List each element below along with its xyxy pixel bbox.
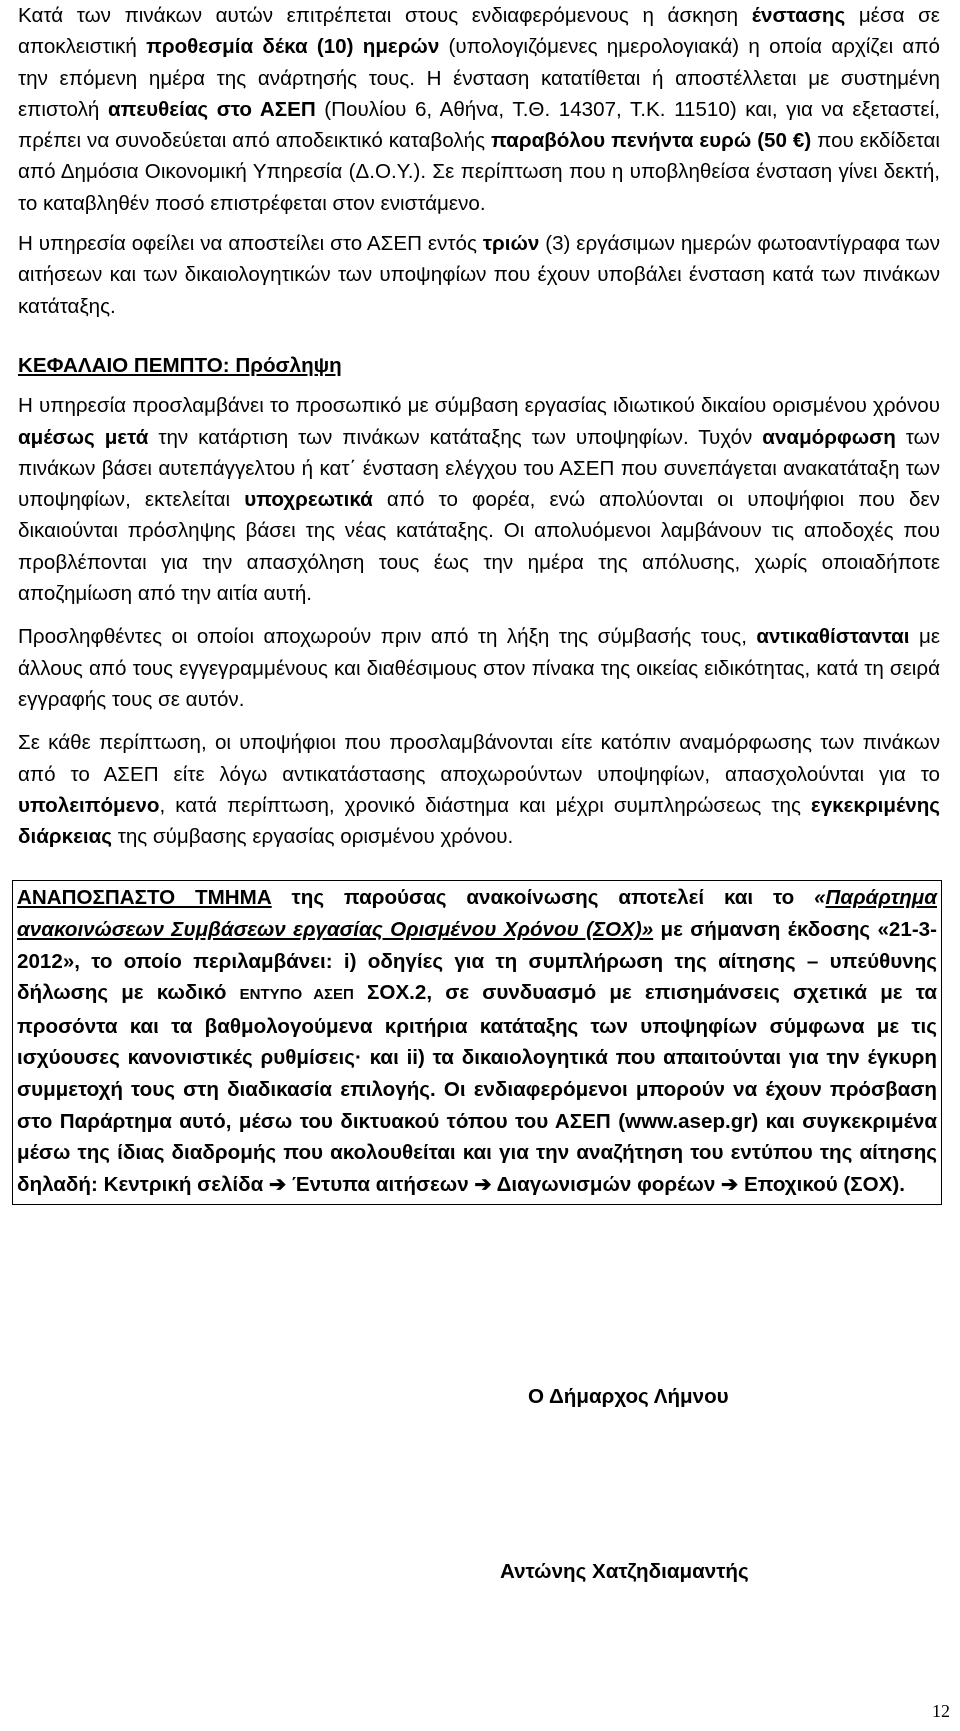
text: Έντυπα αιτήσεων [286, 1172, 475, 1196]
bold-text: αμέσως μετά [18, 425, 149, 449]
text: ΣΟΧ.2, σε συνδυασμό με επισημάνσεις σχετικά με τα προσόντα και τα βαθμολογούμενα κριτήρια κατάταξης των υποψηφίων σύμφωνα με τις ισχύουσες κανονιστικές ρυθμίσεις· και ii) τα δικαιολογητικά που απαιτούνται για την έγκυρη συμμετοχή τους στη διαδικασία επιλογής. Οι ενδιαφερόμενοι μπορούν να έχουν πρόσβαση στο Παράρτημα αυτό, μέσω του δικτυακού τόπου του ΑΣΕΠ (www.asep.gr) και συγκεκριμένα μέσω της ίδιας διαδρομής που ακολουθείται και για την αναζήτηση του εντύπου της αίτησης δηλαδή: Κεντρική σελίδα [17, 981, 937, 1196]
bold-text: εγκεκριμένης διάρκειας [18, 793, 940, 849]
text: (υπολογιζόμενες ημερολογιακά) η οποία αρχίζει από την επόμενη ημέρα της ανάρτησής τους. Η ένσταση κατατίθεται ή αποστέλλεται με συστημένη επιστολή [18, 35, 940, 121]
paragraph-duration [18, 727, 940, 852]
text: Η υπηρεσία οφείλει να αποστείλει στο ΑΣΕΠ εντός [18, 232, 483, 256]
document-page [18, 0, 940, 1205]
bold-text: αναμόρφωση [762, 425, 896, 449]
text: της σύμβασης εργασίας ορισμένου χρόνου. [111, 825, 514, 849]
text: Διαγωνισμών φορέων [491, 1172, 721, 1196]
text: (3) εργάσιμων ημερών φωτοαντίγραφα των αιτήσεων και των δικαιολογητικών των υποψηφίων που έχουν υποβάλει ένσταση κατά των πινάκων κατάταξης. [18, 232, 940, 318]
page-number: 12 [932, 1701, 950, 1721]
paragraph-hiring [18, 390, 940, 609]
chapter-heading: ΚΕΦΑΛΑΙΟ ΠΕΜΠΤΟ: Πρόσληψη [18, 353, 342, 377]
underlined-text: ΑΝΑΠΟΣΠΑΣΤΟ ΤΜΗΜΑ [17, 886, 272, 910]
arrow-right-icon: ➔ [474, 1172, 492, 1196]
signature-name: Αντώνης Χατζηδιαμαντής [500, 1560, 749, 1583]
text: που εκδίδεται από Δημόσια Οικονομική Υπηρεσία (Δ.Ο.Υ.). Σε περίπτωση που η υποβληθείσα ένσταση γίνει δεκτή, το καταβληθέν ποσό επιστρέφεται στον ενιστάμενο. [18, 129, 941, 215]
annex-title: Παράρτημα ανακοινώσεων Συμβάσεων εργασίας Ορισμένου Χρόνου (ΣΟΧ)» [17, 886, 937, 942]
text: με σήμανση έκδοσης «21-3-2012», το οποίο περιλαμβάνει: i) οδηγίες για τη συμπλήρωση της αίτησης – υπεύθυνης δήλωσης με κωδικό [17, 918, 937, 1005]
text: των πινάκων βάσει αυτεπάγγελτου ή κατ΄ ένσταση ελέγχου του ΑΣΕΠ που συνεπάγεται ανακατάταξη των υποψηφίων, εκτελείται [18, 425, 940, 512]
annex-notice-box [12, 880, 942, 1205]
paragraph-replacement [18, 621, 940, 715]
bold-text: ένστασης [751, 4, 846, 27]
bold-text: προθεσμία δέκα (10) ημερών [146, 35, 440, 59]
text: (Πουλίου 6, Αθήνα, Τ.Θ. 14307, Τ.Κ. 11510) και, για να εξεταστεί, πρέπει να συνοδεύεται από αποδεικτικό καταβολής [18, 97, 940, 153]
bold-text: παραβόλου πενήντα ευρώ (50 €) [490, 129, 812, 153]
signature-title: Ο Δήμαρχος Λήμνου [528, 1385, 729, 1408]
text: Εποχικού (ΣΟΧ). [738, 1172, 905, 1196]
text: Προσληφθέντες οι οποίοι αποχωρούν πριν από τη λήξη της σύμβασής τους, [18, 625, 757, 649]
paragraph-objection [18, 0, 940, 219]
text: από το φορέα, ενώ απολύονται οι υποψήφιοι που δεν δικαιούνται πρόσληψης βάσει της νέας κατάταξης. Οι απολυόμενοι λαμβάνουν τις αποδοχές που προβλέπονται για την απασχόληση τους έως την ημέρα της απόλυσης, χωρίς οποιαδήποτε αποζημίωση από την αιτία αυτή. [18, 488, 940, 606]
text: , κατά περίπτωση, χρονικό διάστημα και μέχρι συμπληρώσεως της [159, 793, 811, 817]
bold-text: τριών [482, 232, 540, 256]
text: με άλλους από τους εγγεγραμμένους και διαθέσιμους στον πίνακα της οικείας ειδικότητας, κατά τη σειρά εγγραφής τους σε αυτόν. [18, 625, 940, 711]
arrow-right-icon: ➔ [269, 1172, 287, 1196]
form-code: ΕΝΤΥΠΟ ΑΣΕΠ [239, 986, 354, 1004]
arrow-right-icon: ➔ [721, 1172, 739, 1196]
bold-text: υπολειπόμενο [18, 793, 160, 817]
paragraph-service-obligation [18, 228, 940, 322]
bold-text: απευθείας στο ΑΣΕΠ [107, 97, 316, 121]
text: Σε κάθε περίπτωση, οι υποψήφιοι που προσλαμβάνονται είτε κατόπιν αναμόρφωσης των πινάκων από το ΑΣΕΠ είτε λόγω αντικατάστασης αποχωρούντων υποψηφίων, απασχολούνται για το [18, 731, 940, 786]
text: Η υπηρεσία προσλαμβάνει το προσωπικό με σύμβαση εργασίας ιδιωτικού δικαίου ορισμένου χρόνου [18, 394, 940, 418]
italic-text: « [814, 886, 826, 910]
text: Κατά των πινάκων αυτών επιτρέπεται στους ενδιαφερόμενους η άσκηση [18, 4, 739, 27]
text: της παρούσας ανακοίνωσης αποτελεί και το [271, 886, 815, 910]
bold-text: αντικαθίστανται [756, 625, 910, 649]
bold-text: υποχρεωτικά [244, 488, 373, 512]
text: την κατάρτιση των πινάκων κατάταξης των υποψηφίων. Τυχόν [148, 425, 763, 449]
text: μέσα σε αποκλειστική [18, 4, 940, 59]
